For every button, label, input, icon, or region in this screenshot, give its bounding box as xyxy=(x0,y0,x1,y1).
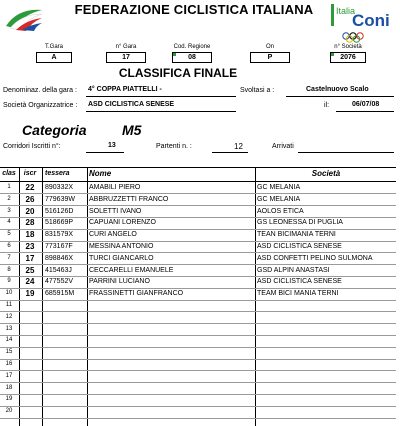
row-clas: 14 xyxy=(5,337,13,344)
table-row xyxy=(0,229,396,240)
row-nome: CAPUANI LORENZO xyxy=(89,219,156,227)
row-societa: ASD CONFETTI PELINO SULMONA xyxy=(257,254,373,262)
row-societa: AOLOS ETICA xyxy=(257,207,304,215)
row-iscr: 19 xyxy=(25,289,35,299)
categoria-label: Categoria xyxy=(22,122,87,138)
row-iscr: 22 xyxy=(25,183,35,192)
table-row xyxy=(0,182,396,193)
iscritti-label: Corridori Iscritti n°: xyxy=(3,143,61,150)
on-label: On xyxy=(265,44,274,50)
arrivati-label: Arrivati xyxy=(272,143,294,150)
svoltasi-value: Castelnuovo Scalo xyxy=(306,86,369,93)
row-societa: TEAM BICI MANIA TERNI xyxy=(257,290,339,298)
svg-text:Italia: Italia xyxy=(336,6,356,16)
row-nome: TURCI GIANCARLO xyxy=(89,254,154,262)
row-nome: PARRINI LUCIANO xyxy=(89,278,150,286)
row-societa: ASD CICLISTICA SENESE xyxy=(257,278,342,286)
underline xyxy=(336,111,394,112)
coni-logo xyxy=(330,2,396,48)
row-societa: TEAN BICIMANIA TERNI xyxy=(257,231,336,239)
table-row xyxy=(0,383,396,394)
underline xyxy=(298,152,394,153)
table-top-border xyxy=(0,167,396,168)
row-clas: 7 xyxy=(7,254,11,261)
col-header-societa: Società xyxy=(311,169,341,178)
tgara-label: T.Gara xyxy=(44,44,63,50)
row-tessera: 890332X xyxy=(45,184,74,191)
row-societa: GS LEONESSA DI PUGLIA xyxy=(257,219,343,227)
denominaz-label: Denominaz. della gara : xyxy=(3,87,77,94)
green-marker xyxy=(331,53,334,56)
col-header-clas: clas xyxy=(2,170,16,177)
table-row xyxy=(0,371,396,382)
row-iscr: 23 xyxy=(25,242,35,251)
table-row xyxy=(0,347,396,358)
row-divider xyxy=(0,418,396,419)
ngara-value: 17 xyxy=(106,52,146,63)
row-clas: 6 xyxy=(7,243,11,249)
row-tessera: 831579X xyxy=(45,231,74,239)
date-label: il: xyxy=(324,102,330,109)
ngara-label: n° Gara xyxy=(115,44,137,50)
table-row xyxy=(0,335,396,346)
row-clas: 1 xyxy=(7,184,11,190)
row-nome: FRASSINETTI GIANFRANCO xyxy=(89,290,184,298)
col-header-nome: Nome xyxy=(89,169,112,178)
row-nome: CURI ANGELO xyxy=(89,231,137,239)
row-tessera: 898846X xyxy=(45,254,74,262)
row-clas: 18 xyxy=(5,384,13,391)
row-iscr: 20 xyxy=(25,206,35,216)
table-row xyxy=(0,406,396,417)
row-tessera: 477552V xyxy=(45,278,74,286)
underline xyxy=(86,96,236,97)
row-tessera: 415463J xyxy=(45,266,72,274)
col-header-tessera: tessera xyxy=(45,170,70,177)
row-iscr: 24 xyxy=(25,277,35,287)
underline xyxy=(86,152,124,153)
table-row xyxy=(0,276,396,287)
underline xyxy=(286,96,394,97)
row-clas: 19 xyxy=(5,396,13,403)
row-clas: 12 xyxy=(5,313,13,320)
partenti-value: 12 xyxy=(234,142,243,151)
col-header-iscr: iscr xyxy=(23,170,37,177)
nsocieta-label: n° Società xyxy=(334,44,362,50)
row-iscr: 26 xyxy=(25,194,35,204)
table-row xyxy=(0,324,396,335)
classifica-title: CLASSIFICA FINALE xyxy=(118,66,238,80)
partenti-label: Partenti n. : xyxy=(156,143,192,150)
fci-logo xyxy=(4,6,44,32)
row-clas: 11 xyxy=(5,302,13,308)
iscritti-value: 13 xyxy=(108,142,116,149)
row-tessera: 779639W xyxy=(45,195,75,203)
table-row xyxy=(0,206,396,217)
nsocieta-value: 2076 xyxy=(330,52,366,63)
societa-label: Società Organizzatrice : xyxy=(3,102,78,109)
row-tessera: 518669P xyxy=(45,219,74,227)
table-row xyxy=(0,359,396,370)
row-nome: AMABILI PIERO xyxy=(89,184,141,191)
table-row xyxy=(0,194,396,205)
row-iscr: 17 xyxy=(25,253,35,263)
codregione-label: Cod. Regione xyxy=(173,44,211,50)
row-societa: GC MELANIA xyxy=(257,195,301,203)
row-tessera: 773167F xyxy=(45,243,73,250)
row-clas: 10 xyxy=(5,290,13,297)
row-nome: SOLETTI IVANO xyxy=(89,207,142,215)
table-row xyxy=(0,253,396,264)
row-societa: GSD ALPIN ANASTASI xyxy=(257,266,330,274)
row-nome: CECCARELLI EMANUELE xyxy=(89,266,174,274)
svoltasi-label: Svoltasi a : xyxy=(240,87,275,94)
categoria-value: M5 xyxy=(122,122,142,138)
row-clas: 16 xyxy=(5,361,13,367)
row-tessera: 685915M xyxy=(45,290,75,298)
table-row xyxy=(0,241,396,252)
row-iscr: 28 xyxy=(25,218,35,228)
tgara-value: A xyxy=(36,52,72,63)
underline xyxy=(212,152,248,153)
row-clas: 2 xyxy=(7,195,11,202)
row-clas: 20 xyxy=(5,408,13,415)
table-row xyxy=(0,217,396,228)
row-iscr: 18 xyxy=(25,230,35,240)
row-clas: 8 xyxy=(7,266,11,273)
codregione-value: 08 xyxy=(172,52,212,63)
row-clas: 15 xyxy=(5,349,13,356)
row-societa: GC MELANIA xyxy=(257,184,301,191)
table-row xyxy=(0,312,396,323)
on-value: P xyxy=(250,52,290,63)
table-row xyxy=(0,300,396,311)
denominaz-value: 4° COPPA PIATTELLI - xyxy=(88,86,162,93)
societa-value: ASD CICLISTICA SENESE xyxy=(88,101,175,108)
green-marker xyxy=(173,53,176,56)
table-row xyxy=(0,288,396,299)
federation-title: FEDERAZIONE CICLISTICA ITALIANA xyxy=(74,2,314,17)
row-clas: 4 xyxy=(7,219,11,226)
table-row xyxy=(0,265,396,276)
row-clas: 5 xyxy=(7,231,11,238)
row-iscr: 25 xyxy=(25,265,35,275)
row-nome: ABBRUZZETTI FRANCO xyxy=(89,195,169,203)
row-societa: ASD CICLISTICA SENESE xyxy=(257,243,342,250)
table-row xyxy=(0,394,396,405)
row-tessera: 516126D xyxy=(45,207,74,215)
race-date: 06/07/08 xyxy=(352,101,380,108)
row-clas: 9 xyxy=(7,278,11,285)
underline xyxy=(86,111,236,112)
svg-text:Coni: Coni xyxy=(352,11,390,30)
row-clas: 3 xyxy=(7,207,11,214)
row-clas: 13 xyxy=(5,325,13,332)
row-nome: MESSINA ANTONIO xyxy=(89,243,154,250)
row-clas: 17 xyxy=(5,372,13,379)
